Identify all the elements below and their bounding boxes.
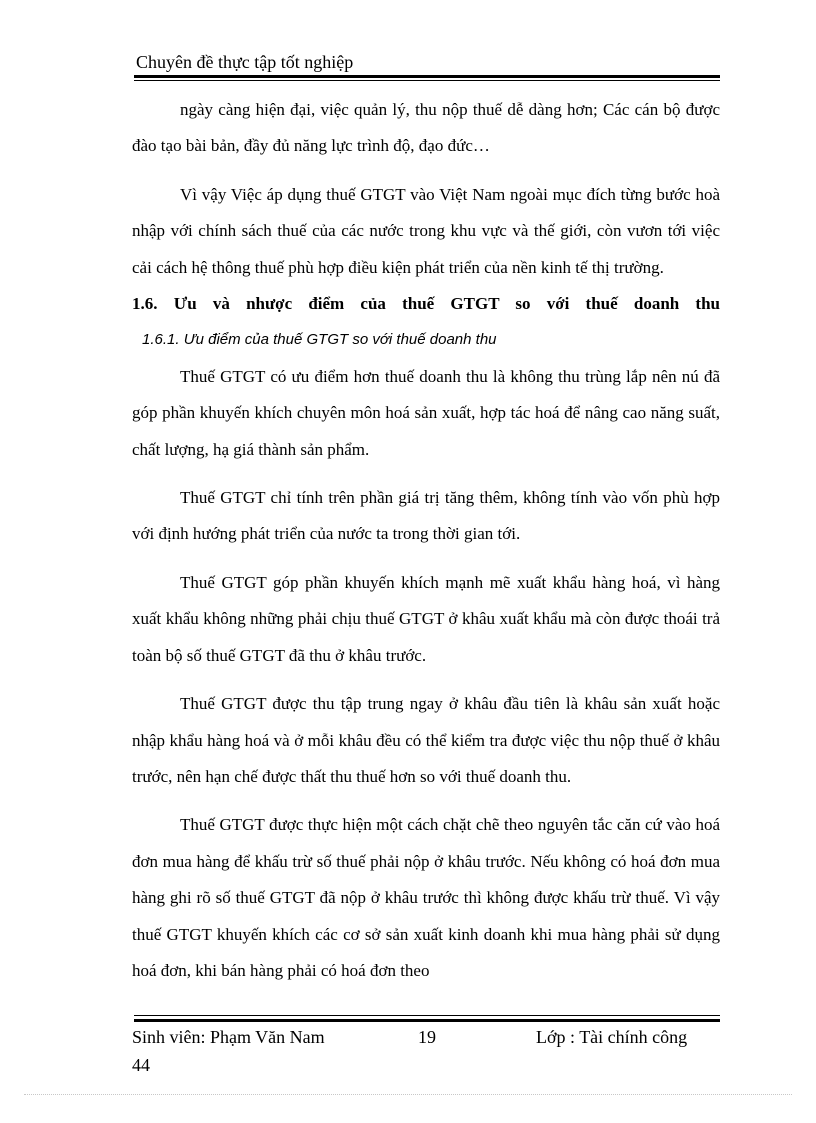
header-title: Chuyên đề thực tập tốt nghiệp bbox=[136, 52, 354, 72]
header-rule-thick bbox=[134, 75, 720, 78]
header-rule-thin bbox=[134, 80, 720, 81]
paragraph: Thuế GTGT được thực hiện một cách chặt chẽ theo nguyên tắc căn cứ vào hoá đơn mua hàng để khấu trừ số thuế phải nộp ở khâu trước. Nếu không có hoá đơn mua hàng ghi rõ số thuế GTGT đã nộp ở khâu trước thì không được khấu trừ thuế. Vì vậy thuế GTGT khuyến khích các cơ sở sản xuất kinh doanh khi mua hàng phải sử dụng hoá đơn, khi bán hàng phải có hoá đơn theo bbox=[132, 815, 720, 980]
document-body bbox=[132, 92, 720, 989]
subsection-heading: 1.6.1. Ưu điểm của thuế GTGT so với thuế doanh thu bbox=[142, 331, 497, 349]
paragraph: Thuế GTGT chỉ tính trên phần giá trị tăng thêm, không tính vào vốn phù hợp với định hướng phát triển của nước ta trong thời gian tới. bbox=[132, 488, 720, 544]
footer-rule-thin bbox=[134, 1015, 720, 1016]
paragraph: Thuế GTGT góp phần khuyến khích mạnh mẽ xuất khẩu hàng hoá, vì hàng xuất khẩu không những phải chịu thuế GTGT ở khâu xuất khẩu mà còn được thoái trả toàn bộ số thuế GTGT đã thu ở khâu trước. bbox=[132, 572, 720, 665]
footer-class-number: 44 bbox=[132, 1055, 150, 1075]
paragraph: Thuế GTGT được thu tập trung ngay ở khâu đầu tiên là khâu sản xuất hoặc nhập khẩu hàng hoá và ở mỗi khâu đều có thể kiểm tra được việc thu nộp thuế ở khâu trước, nên hạn chế được thất thu thuế hơn so với thuế doanh thu. bbox=[132, 694, 720, 786]
paragraph: Vì vậy Việc áp dụng thuế GTGT vào Việt Nam ngoài mục đích từng bước hoà nhập với chính sách thuế của các nước trong khu vực và thế giới, còn vươn tới việc cải cách hệ thông thuế phù hợp điều kiện phát triển của nền kinh tế thị trường. bbox=[132, 184, 720, 277]
section-heading: 1.6. Ưu và nhược điểm của thuế GTGT so với thuế doanh thu bbox=[132, 294, 720, 314]
footer-student-name: Sinh viên: Phạm Văn Nam bbox=[132, 1027, 325, 1047]
footer-rule-thick bbox=[134, 1019, 720, 1022]
page-edge-divider bbox=[24, 1094, 792, 1095]
paragraph: Thuế GTGT có ưu điểm hơn thuế doanh thu là không thu trùng lắp nên nú đã góp phần khuyến khích chuyên môn hoá sản xuất, hợp tác hoá để nâng cao năng suất, chất lượng, hạ giá thành sản phẩm. bbox=[132, 366, 720, 459]
footer-class: Lớp : Tài chính công bbox=[536, 1027, 688, 1047]
footer-page-number: 19 bbox=[418, 1027, 436, 1047]
paragraph: ngày càng hiện đại, việc quản lý, thu nộp thuế dễ dàng hơn; Các cán bộ được đào tạo bài bản, đầy đủ năng lực trình độ, đạo đức… bbox=[132, 100, 720, 156]
